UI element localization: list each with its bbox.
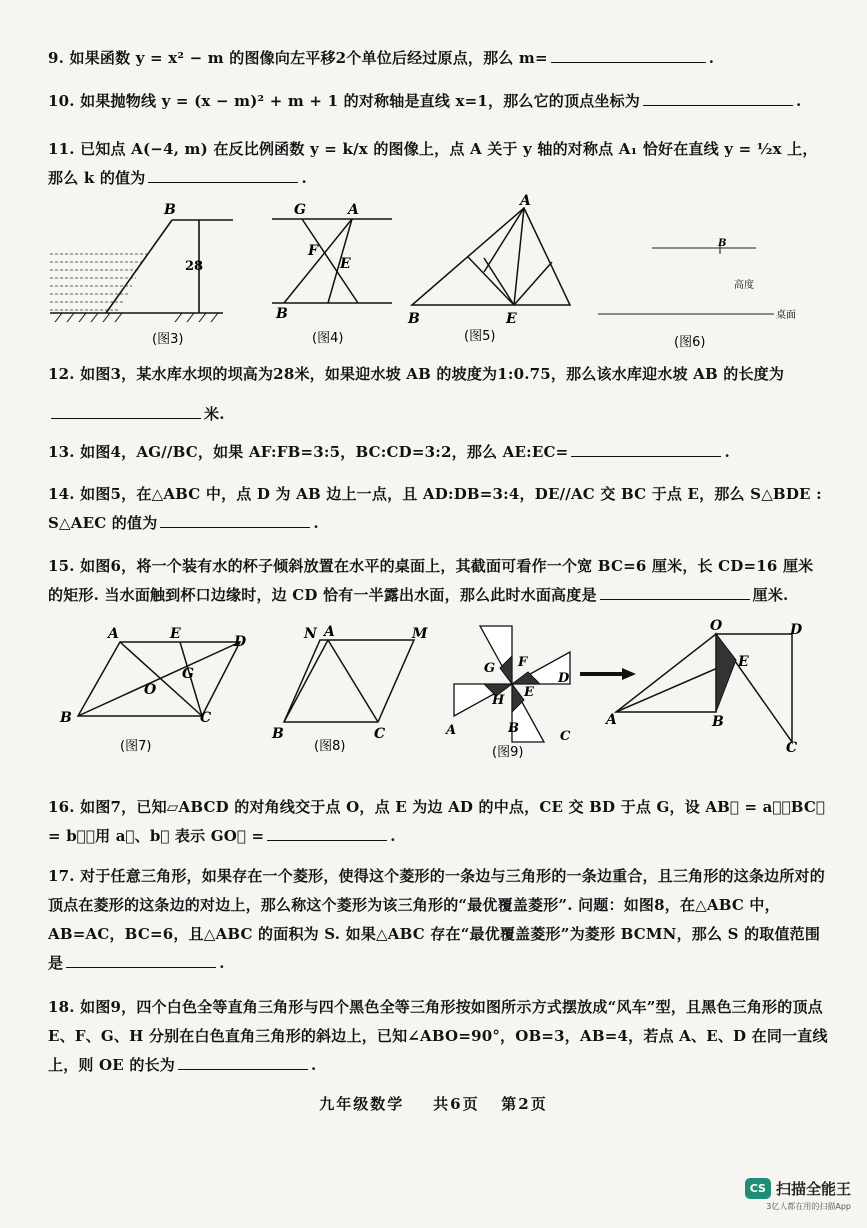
question-number: 10. — [48, 92, 75, 110]
label-F: F — [308, 243, 318, 259]
question-text: 如图7，已知▱ABCD 的对角线交于点 O，点 E 为边 AD 的中点，CE 交 BD 于点 G，设 AB⃗ = a⃗，BC⃗ = b⃗，用 a⃗、b⃗ 表示 GO⃗ = — [48, 798, 826, 845]
question-text: 如图5，在△ABC 中，点 D 为 AB 边上一点，且 AD:DB=3:4，DE//AC 交 BC 于点 E，那么 S△BDE : S△AEC 的值为 — [48, 485, 822, 532]
figure-4 — [268, 198, 398, 346]
figure-caption: (图3) — [152, 332, 184, 347]
figure-caption: (图9) — [492, 745, 524, 760]
label-O: O — [710, 618, 723, 634]
answer-blank[interactable] — [178, 1051, 308, 1070]
answer-blank[interactable] — [66, 949, 216, 968]
figure-caption: (图6) — [674, 335, 706, 350]
label-A: A — [520, 193, 531, 209]
answer-blank[interactable] — [600, 581, 750, 600]
question-18 — [48, 993, 828, 1080]
label-D: D — [558, 671, 570, 686]
question-15 — [48, 552, 828, 610]
footer-page: 第2页 — [501, 1095, 548, 1113]
answer-blank[interactable] — [160, 509, 310, 528]
answer-blank[interactable] — [571, 438, 721, 457]
label-height: 28 — [185, 259, 204, 274]
label-M: M — [412, 626, 428, 642]
figure-caption: (图4) — [312, 331, 344, 346]
question-number: 14. — [48, 485, 75, 503]
label-B: B — [272, 726, 284, 742]
question-end: 米. — [204, 405, 225, 423]
label-G: G — [182, 666, 194, 682]
question-text: 如图4，AG//BC，如果 AF:FB=3:5，BC:CD=3:2，那么 AE:EC= — [80, 443, 569, 461]
question-10 — [48, 87, 828, 116]
figure-8 — [266, 622, 442, 762]
label-B: B — [408, 311, 420, 327]
question-text: 对于任意三角形，如果存在一个菱形，使得这个菱形的一条边与三角形的一条边重合，且三角形的这条边所对的顶点在菱形的这条边的对边上，那么称这个菱形为该三角形的“最优覆盖菱形”. 问题：如图8，在△ABC 中，AB=AC，BC=6，且△ABC 的面积为 S. 如果△ABC 存在“最优覆盖菱形”为菱形 BCMN，那么 S 的取值范围是 — [48, 867, 825, 972]
question-text: 如果抛物线 y = (x − m)² + m + 1 的对称轴是直线 x=1，那么它的顶点坐标为 — [80, 92, 641, 110]
answer-blank[interactable] — [148, 164, 298, 183]
footer-subject: 九年级数学 — [319, 1095, 405, 1113]
question-end: . — [301, 169, 307, 187]
question-number: 18. — [48, 998, 75, 1016]
label-G: G — [294, 202, 306, 218]
label-E: E — [340, 256, 351, 272]
question-number: 11. — [48, 140, 75, 158]
answer-blank[interactable] — [267, 822, 387, 841]
label-E: E — [506, 311, 517, 327]
label-desk: 桌面 — [776, 310, 796, 321]
question-text: 如图9，四个白色全等直角三角形与四个黑色全等三角形按如图所示方式摆放成“风车”型，且黑色三角形的顶点 E、F、G、H 分别在白色直角三角形的斜边上，已知∠ABO=90°，OB=3，AB=4，若点 A、E、D 在同一直线上，则 OE 的长为 — [48, 998, 828, 1074]
label-C: C — [560, 729, 571, 744]
question-end: . — [724, 443, 730, 461]
question-11 — [48, 135, 828, 193]
label-E: E — [524, 685, 534, 700]
question-12 — [48, 354, 828, 434]
question-13 — [48, 438, 828, 467]
label-A: A — [606, 712, 617, 728]
label-G: G — [484, 661, 496, 676]
label-C: C — [786, 740, 798, 756]
question-text: 如图6，将一个装有水的杯子倾斜放置在水平的桌面上，其截面可看作一个宽 BC=6 厘米，长 CD=16 厘米的矩形. 当水面触到杯口边缘时，边 CD 恰有一半露出水面，那么此时水面高度是 — [48, 557, 814, 604]
figure-3 — [48, 200, 238, 350]
label-D: D — [234, 634, 247, 650]
label-C: C — [374, 726, 386, 742]
label-A: A — [108, 626, 119, 642]
question-end: . — [310, 1056, 317, 1074]
question-9 — [48, 44, 828, 73]
question-text: 如果函数 y = x² − m 的图像向左平移2个单位后经过原点，那么 m= — [69, 49, 548, 67]
question-end: 厘米. — [752, 586, 789, 604]
question-number: 13. — [48, 443, 75, 461]
question-text: 已知点 A(−4, m) 在反比例函数 y = k/x 的图像上，点 A 关于 y 轴的对称点 A₁ 恰好在直线 y = ½x 上，那么 k 的值为 — [48, 140, 818, 187]
question-end: . — [219, 954, 225, 972]
answer-blank[interactable] — [551, 44, 706, 63]
question-number: 17. — [48, 867, 75, 885]
figure-9-windmill — [444, 616, 594, 764]
label-height: 高度 — [734, 280, 754, 291]
label-B: B — [60, 710, 72, 726]
scanner-watermark — [745, 1178, 851, 1212]
label-C: C — [200, 710, 212, 726]
figure-9-detail — [604, 616, 810, 756]
question-16 — [48, 793, 828, 851]
figure-caption: (图7) — [120, 739, 152, 754]
label-A: A — [324, 624, 335, 640]
label-B: B — [276, 306, 288, 322]
page-footer — [0, 1093, 867, 1114]
label-B: B — [718, 238, 727, 249]
answer-blank[interactable] — [51, 400, 201, 419]
footer-pages: 共6页 — [433, 1095, 480, 1113]
figure-6 — [596, 228, 808, 352]
question-end: . — [390, 827, 396, 845]
label-B: B — [164, 202, 176, 218]
figure-5 — [402, 192, 587, 344]
question-17 — [48, 862, 828, 978]
label-H: H — [492, 693, 505, 708]
figure-caption: (图5) — [464, 329, 496, 344]
label-N: N — [304, 626, 317, 642]
question-14 — [48, 480, 828, 538]
label-A: A — [446, 723, 457, 738]
label-B: B — [712, 714, 724, 730]
scanner-tagline: 3亿人都在用的扫描App — [766, 1202, 851, 1211]
scanner-name: 扫描全能王 — [775, 1180, 851, 1198]
question-end: . — [313, 514, 319, 532]
label-B: B — [508, 721, 519, 736]
question-end: . — [796, 92, 802, 110]
label-A: A — [348, 202, 359, 218]
figure-7 — [56, 622, 256, 762]
label-E: E — [170, 626, 181, 642]
label-E: E — [738, 654, 749, 670]
question-text: 如图3，某水库水坝的坝高为28米，如果迎水坡 AB 的坡度为1:0.75，那么该水库迎水坡 AB 的长度为 — [80, 365, 785, 383]
question-number: 15. — [48, 557, 75, 575]
figure-caption: (图8) — [314, 739, 346, 754]
question-number: 9. — [48, 49, 65, 67]
question-number: 16. — [48, 798, 75, 816]
question-end: . — [708, 49, 715, 67]
label-F: F — [518, 655, 528, 670]
label-D: D — [790, 622, 803, 638]
question-number: 12. — [48, 365, 75, 383]
answer-blank[interactable] — [643, 87, 793, 106]
label-O: O — [144, 682, 157, 698]
scanner-logo-icon: CS — [745, 1178, 771, 1199]
